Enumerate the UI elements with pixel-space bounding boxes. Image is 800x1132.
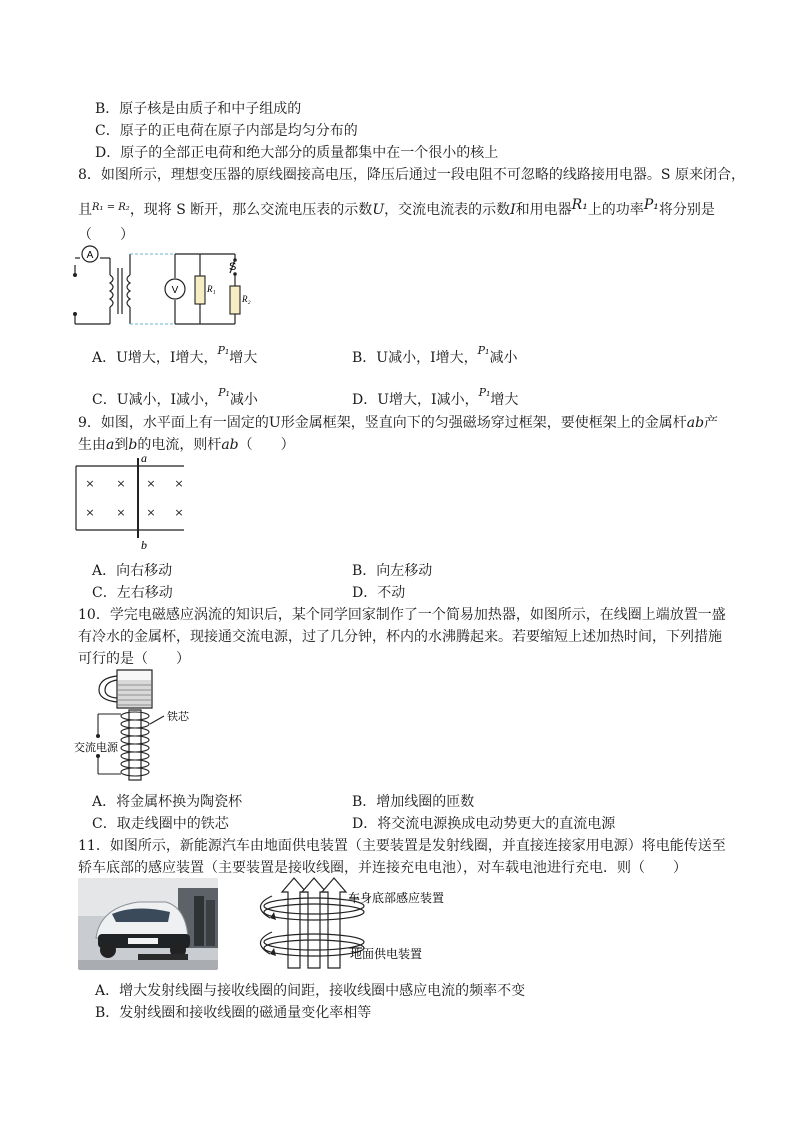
field-cross: × (174, 477, 184, 490)
q10-option-d: D．将交流电源换成电动势更大的直流电源 (352, 816, 616, 832)
q8-option-d-i: I减小， (431, 392, 479, 408)
q8-stem-line1: 8．如图所示，理想变压器的原线圈接高电压，降压后通过一段电阻不可忽略的线路接用电器。S 原来闭合， (78, 167, 745, 183)
q8-option-a-p: P₁ (217, 344, 230, 357)
field-cross: × (146, 477, 156, 490)
q11-option-a: A．增大发射线圈与接收线圈的间距，接收线圈中感应电流的频率不变 (95, 983, 526, 999)
q10-option-b: B．增加线圈的匝数 (352, 794, 475, 810)
q8-mid3: 上的功率 (587, 202, 644, 218)
field-cross: × (85, 506, 95, 519)
q8-option-c-u: U减小， (116, 392, 171, 408)
cup-water (118, 680, 151, 707)
q9-stem-line1 (78, 414, 718, 432)
q8-option-c-p: P₁ (218, 386, 230, 399)
q11-coil-diagram (244, 876, 444, 972)
q7-option-b: B．原子核是由质子和中子组成的 (95, 101, 302, 117)
label-a: a (141, 451, 147, 465)
q9-u-frame-figure (76, 450, 196, 550)
q10-option-a: A．将金属杯换为陶瓷杯 (92, 794, 243, 810)
q9-line1-end: 产 (704, 415, 719, 431)
field-cross: × (146, 506, 156, 519)
q8-option-a-i: I增大， (169, 350, 218, 366)
q10-stem-line2: 有冷水的金属杯，现接通交流电源，过了几分钟，杯内的水沸腾起来。若要缩短上述加热时间，下列措施 (78, 629, 722, 645)
ammeter-label: A (86, 250, 94, 261)
q8-option-c (92, 384, 258, 409)
q8-mid2: 和用电器 (515, 202, 572, 218)
q9-ab2-symbol: ab (221, 437, 239, 453)
q9-line2-end: 的电流，则杆 (137, 437, 222, 453)
car-charging-photo (78, 878, 218, 970)
q10-heater-figure (72, 664, 232, 788)
q7-option-d: D．原子的全部正电荷和绝大部分的质量都集中在一个很小的核上 (95, 145, 499, 161)
q8-option-c-tail: 减小 (229, 392, 258, 408)
r1-label: R₁ (207, 284, 216, 294)
label-b: b (141, 538, 147, 552)
q9-to-text: 到 (114, 437, 129, 453)
q8-option-c-letter: C． (92, 392, 117, 408)
q9-option-d: D．不动 (352, 585, 406, 601)
r2-label: R₂ (242, 294, 251, 304)
q8-r1-symbol: R₁ (571, 197, 588, 213)
q8-option-b (352, 342, 517, 367)
q8-option-a-tail: 增大 (229, 350, 258, 366)
field-cross: × (116, 477, 126, 490)
q8-qie: 且 (78, 202, 92, 218)
q8-paren: （ ） (78, 227, 134, 243)
q8-option-b-letter: B． (352, 350, 377, 366)
q8-stem-line2 (78, 196, 715, 219)
q11-stem-line2: 轿车底部的感应装置（主要装置是接收线圈，并连接充电电池），对车载电池进行充电．则（ ） (78, 860, 687, 876)
q8-option-a-letter: A． (92, 350, 117, 366)
q9-option-b: B．向左移动 (352, 563, 433, 579)
switch-label: S (229, 261, 237, 273)
q11-stem-line1: 11．如图所示，新能源汽车由地面供电装置（主要装置是发射线圈，并直接连接家用电源）将电能传送至 (78, 838, 726, 854)
q8-option-d (352, 384, 518, 409)
q9-option-c: C．左右移动 (92, 585, 173, 601)
resistor-r1 (195, 276, 205, 304)
q8-mid1: ，交流电流表的示数 (384, 202, 511, 218)
q9-a-symbol: a (106, 437, 115, 453)
iron-core-label: 铁芯 (167, 710, 189, 723)
resistor-r2 (230, 286, 240, 314)
q8-option-a-u: U增大， (116, 350, 170, 366)
q8-line2-rest: ，现将 S 断开，那么交流电压表的示数 (129, 202, 373, 218)
q9-b-symbol: b (128, 437, 138, 453)
q10-stem-line3: 可行的是（ ） (78, 651, 190, 667)
q8-option-d-u: U增大， (377, 392, 432, 408)
q8-option-b-tail: 减小 (489, 350, 518, 366)
field-cross: × (116, 506, 126, 519)
field-cross: × (174, 506, 184, 519)
voltmeter-label: V (171, 285, 179, 296)
q7-option-c: C．原子的正电荷在原子内部是均匀分布的 (95, 123, 358, 139)
q8-option-b-p: P₁ (477, 344, 490, 357)
ac-source-label: 交流电源 (74, 741, 118, 754)
q11-option-b: B．发射线圈和接收线圈的磁通量变化率相等 (95, 1005, 372, 1021)
q8-u-symbol: U (372, 202, 385, 218)
q8-p1-symbol: P₁ (643, 197, 659, 213)
top-device-label: 车身底部感应装置 (348, 891, 445, 905)
q9-line1-text: 9．如图，水平面上有一固定的U形金属框架，竖直向下的匀强磁场穿过框架，要使框架上的金属杆 (78, 415, 687, 431)
field-cross: × (85, 477, 95, 490)
q8-option-a (92, 342, 257, 367)
q10-stem-line1: 10．学完电磁感应涡流的知识后，某个同学回家制作了一个简易加热器，如图所示，在线圈上端放置一盛 (78, 607, 726, 623)
q9-option-a: A．向右移动 (92, 563, 173, 579)
q10-option-c: C．取走线圈中的铁芯 (92, 816, 229, 832)
q8-transformer-circuit (70, 240, 250, 340)
q8-i-symbol: I (510, 202, 516, 218)
q8-option-d-letter: D． (352, 392, 378, 408)
q8-option-b-u: U减小， (376, 350, 431, 366)
q9-paren: （ ） (238, 437, 295, 453)
q8-option-d-tail: 增大 (490, 392, 519, 408)
q8-option-d-p: P₁ (478, 386, 491, 399)
q8-option-b-i: I增大， (430, 350, 478, 366)
q8-condition: R₁ = R₂ (92, 202, 130, 213)
ground-device-label: 地面供电装置 (350, 947, 423, 961)
q9-ab-symbol: ab (686, 415, 705, 431)
q8-end: 将分别是 (658, 202, 715, 218)
q8-option-c-i: I减小， (170, 392, 219, 408)
q9-line2-text: 生由 (78, 437, 106, 453)
